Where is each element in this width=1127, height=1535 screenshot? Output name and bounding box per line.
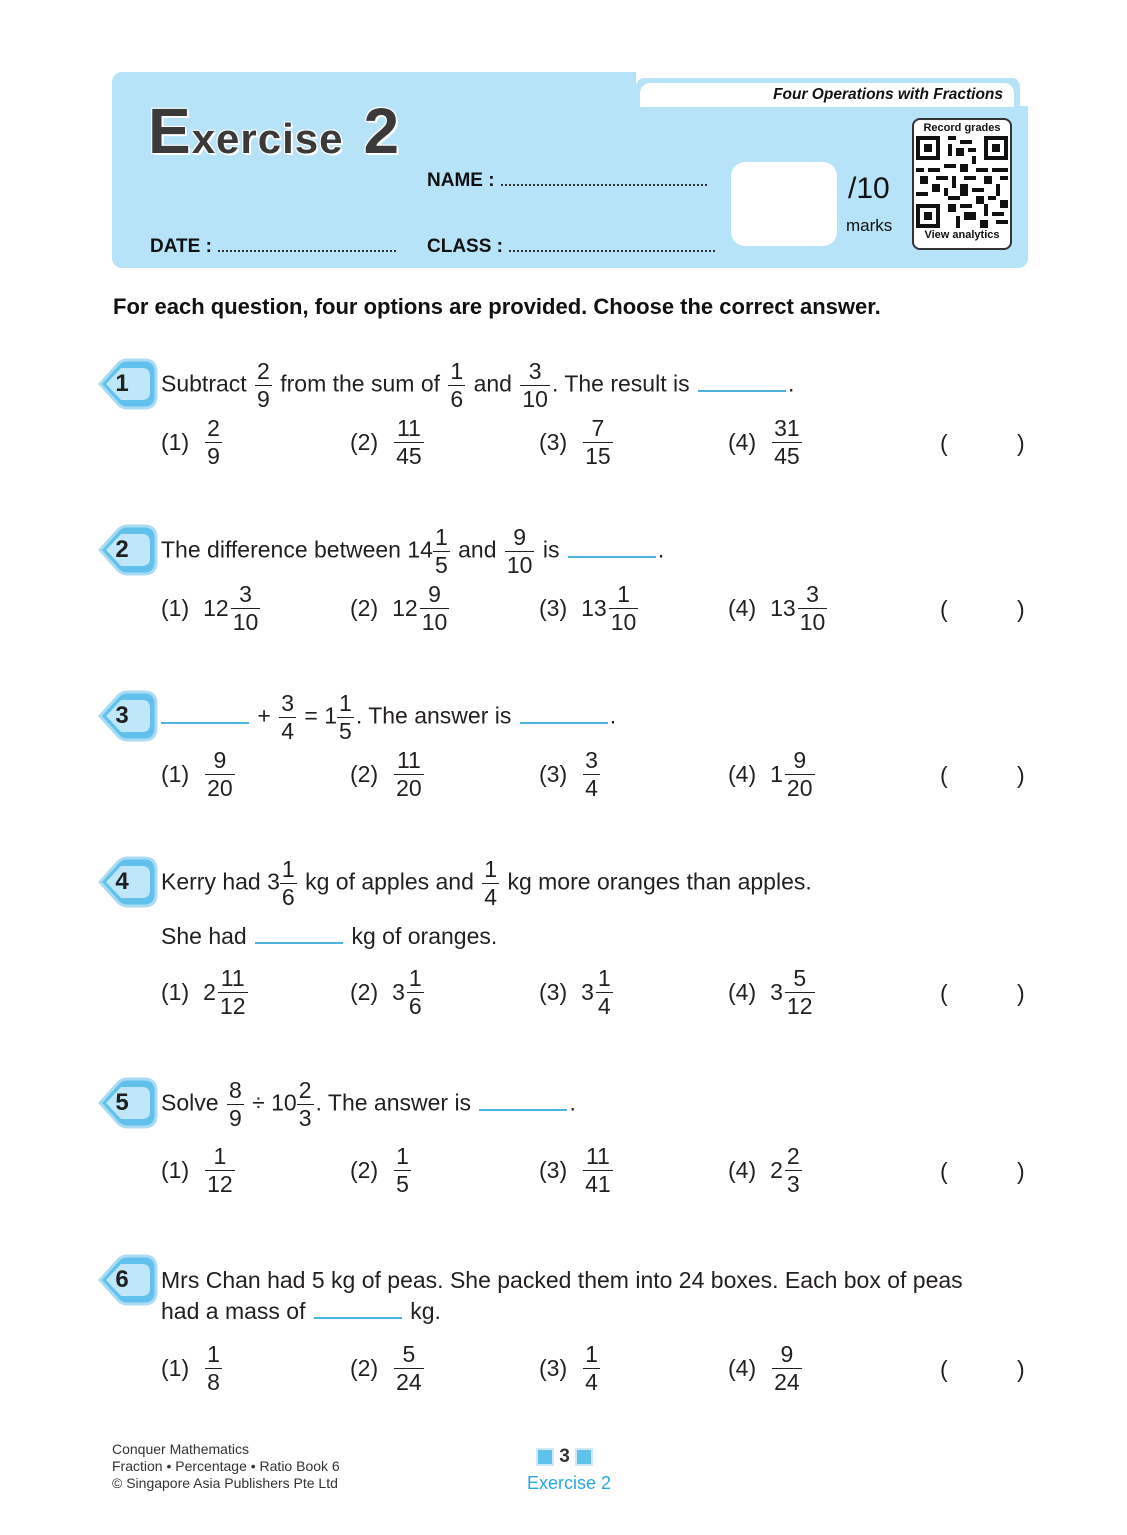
option-fraction [394, 749, 424, 800]
numerator: 9 [793, 747, 807, 773]
q2-text-c: is [542, 536, 560, 563]
question-3-text [161, 692, 616, 743]
q3-text-c: . The answer is [355, 702, 512, 729]
question-1-text [161, 360, 794, 411]
denominator: 6 [281, 884, 295, 910]
numerator: 9 [780, 1341, 794, 1367]
q2-text-a: The difference between 14 [161, 536, 433, 563]
footer-credits [112, 1441, 340, 1492]
denominator: 5 [434, 552, 448, 578]
denominator: 4 [281, 718, 295, 744]
option-label: (3) [539, 595, 568, 621]
option-fraction [218, 967, 248, 1018]
option-fraction [205, 749, 235, 800]
option-whole: 2 [203, 979, 216, 1005]
page-number [536, 1446, 593, 1468]
numerator: 1 [339, 690, 352, 716]
option-3[interactable] [539, 749, 602, 800]
class-line[interactable] [509, 236, 715, 252]
option-label: (3) [539, 761, 568, 787]
question-number: 3 [115, 702, 129, 729]
denominator: 12 [219, 993, 246, 1019]
q1-fraction-2 [448, 360, 465, 411]
denominator: 15 [585, 443, 611, 469]
q3-fraction-2 [337, 692, 354, 743]
option-whole: 13 [581, 595, 607, 621]
option-label: (4) [728, 1355, 757, 1381]
option-2[interactable] [350, 749, 426, 800]
option-label: (2) [350, 1157, 379, 1183]
option-label: (1) [161, 1157, 190, 1183]
option-4[interactable] [728, 1145, 804, 1196]
numerator: 1 [434, 524, 448, 550]
option-3[interactable] [539, 1343, 602, 1394]
answer-blank[interactable] [314, 1299, 402, 1319]
option-fraction [609, 583, 639, 634]
q1-fraction-3 [520, 360, 550, 411]
option-fraction [205, 417, 222, 468]
option-label: (4) [728, 429, 757, 455]
answer-paren-close: ) [1017, 980, 1025, 1006]
denominator: 5 [396, 1171, 409, 1197]
option-label: (2) [350, 595, 379, 621]
date-field[interactable] [150, 236, 396, 258]
option-2[interactable] [350, 583, 451, 634]
option-fraction [798, 583, 828, 634]
option-3[interactable] [539, 967, 615, 1018]
denominator: 10 [522, 386, 548, 412]
option-fraction [772, 1343, 802, 1394]
question-number: 6 [115, 1266, 129, 1293]
numerator: 1 [213, 1143, 227, 1169]
page-square-left-icon [536, 1448, 554, 1466]
option-fraction [772, 417, 802, 468]
numerator: 1 [450, 358, 464, 384]
denominator: 20 [396, 775, 422, 801]
denominator: 10 [506, 552, 533, 578]
q1-text-c: and [473, 370, 512, 397]
numerator: 11 [585, 1143, 610, 1169]
numerator: 1 [281, 856, 295, 882]
denominator: 4 [484, 884, 498, 910]
question-number: 5 [115, 1089, 129, 1116]
option-2[interactable] [350, 1145, 413, 1196]
option-3[interactable] [539, 417, 615, 468]
option-fraction [583, 1145, 613, 1196]
answer-blank[interactable] [520, 704, 608, 724]
option-whole: 3 [392, 979, 405, 1005]
numerator: 5 [793, 965, 807, 991]
denominator: 3 [786, 1171, 800, 1197]
numerator: 11 [220, 965, 245, 991]
option-whole: 2 [770, 1157, 783, 1183]
numerator: 3 [281, 690, 295, 716]
denominator: 4 [597, 993, 611, 1019]
score-total: /10 [848, 172, 890, 205]
q2-fraction-2 [505, 526, 535, 577]
answer-paren-close: ) [1017, 1356, 1025, 1382]
answer-paren-open: ( [940, 762, 948, 788]
answer-blank[interactable] [255, 924, 343, 944]
option-3[interactable] [539, 1145, 615, 1196]
answer-box[interactable] [950, 978, 1014, 1010]
q6-text-c: kg. [410, 1298, 441, 1324]
numerator: 1 [585, 1341, 598, 1367]
option-whole: 12 [203, 595, 229, 621]
q4-text-c: kg more oranges than apples. [507, 868, 812, 895]
option-whole: 13 [770, 595, 796, 621]
option-fraction [394, 1145, 411, 1196]
option-label: (4) [728, 761, 757, 787]
option-label: (2) [350, 1355, 379, 1381]
answer-blank[interactable] [698, 372, 786, 392]
numerator: 2 [786, 1143, 800, 1169]
denominator: 10 [421, 609, 448, 635]
denominator: 45 [396, 443, 422, 469]
option-2[interactable] [350, 417, 426, 468]
score-box[interactable] [731, 162, 837, 246]
date-line[interactable] [218, 236, 396, 252]
option-3[interactable] [539, 583, 640, 634]
denominator: 24 [396, 1369, 422, 1395]
q4-fraction-2 [482, 858, 499, 909]
option-fraction [420, 583, 450, 634]
option-fraction [394, 417, 424, 468]
q5-text-c: . The answer is [315, 1089, 472, 1116]
option-label: (3) [539, 1355, 568, 1381]
answer-paren-open: ( [940, 596, 948, 622]
page-square-right-icon [575, 1448, 593, 1466]
numerator: 11 [396, 747, 421, 773]
option-whole: 3 [581, 979, 594, 1005]
answer-box[interactable] [950, 428, 1014, 460]
option-fraction [583, 1343, 600, 1394]
option-4[interactable] [728, 583, 829, 634]
denominator: 10 [610, 609, 637, 635]
answer-paren-close: ) [1017, 1158, 1025, 1184]
q4-text-d: She had [161, 923, 247, 949]
numerator: 11 [396, 415, 421, 441]
q1-text-b: from the sum of [280, 370, 441, 397]
option-fraction [785, 967, 815, 1018]
option-fraction [394, 1343, 424, 1394]
footer-series: Conquer Mathematics [112, 1441, 249, 1457]
option-fraction [231, 583, 261, 634]
q3-fraction-1 [279, 692, 296, 743]
denominator: 4 [585, 1369, 598, 1395]
answer-box[interactable] [950, 760, 1014, 792]
name-label: NAME : [427, 170, 495, 191]
name-field[interactable] [427, 170, 707, 192]
question-2-text [161, 526, 664, 577]
option-1[interactable] [161, 583, 262, 634]
exercise-title [148, 94, 400, 168]
numerator: 9 [513, 524, 527, 550]
denominator: 5 [339, 718, 352, 744]
option-label: (1) [161, 761, 190, 787]
denominator: 9 [257, 386, 270, 412]
option-4[interactable] [728, 967, 817, 1018]
option-1[interactable] [161, 1145, 237, 1196]
name-line[interactable] [501, 170, 707, 186]
q4-text-a: Kerry had 3 [161, 868, 280, 895]
question-number: 4 [115, 868, 129, 895]
option-label: (1) [161, 979, 190, 1005]
option-fraction [205, 1145, 235, 1196]
answer-paren-open: ( [940, 980, 948, 1006]
option-label: (2) [350, 761, 379, 787]
class-label: CLASS : [427, 236, 503, 257]
denominator: 20 [786, 775, 813, 801]
question-4-text-line2 [161, 923, 497, 950]
qr-bottom-label: View analytics [924, 229, 1000, 241]
option-2[interactable] [350, 1343, 426, 1394]
numerator: 3 [239, 581, 252, 607]
denominator: 10 [799, 609, 826, 635]
numerator: 8 [228, 1077, 242, 1103]
q1-fraction-1 [255, 360, 272, 411]
numerator: 1 [484, 856, 498, 882]
option-label: (3) [539, 1157, 568, 1183]
q4-text-e: kg of oranges. [351, 923, 498, 949]
q5-fraction-2 [297, 1079, 314, 1130]
option-label: (1) [161, 1355, 190, 1381]
option-label: (4) [728, 595, 757, 621]
date-label: DATE : [150, 236, 212, 257]
denominator: 4 [585, 775, 598, 801]
exercise-title-cap: E [148, 95, 192, 167]
q3-text-d: . [609, 702, 617, 729]
footer-copyright: © Singapore Asia Publishers Pte Ltd [112, 1475, 338, 1491]
q2-fraction-1 [433, 526, 450, 577]
qr-code-icon[interactable] [916, 136, 1008, 228]
answer-blank[interactable] [161, 704, 249, 724]
q2-text-d: . [657, 536, 665, 563]
numerator: 1 [408, 965, 422, 991]
question-number: 1 [115, 370, 129, 397]
numerator: 1 [597, 965, 611, 991]
score-unit: marks [846, 216, 893, 235]
denominator: 6 [450, 386, 464, 412]
numerator: 2 [257, 358, 270, 384]
denominator: 12 [207, 1171, 233, 1197]
option-1[interactable] [161, 417, 224, 468]
answer-paren-open: ( [940, 430, 948, 456]
q4-text-b: kg of apples and [305, 868, 474, 895]
numerator: 9 [428, 581, 441, 607]
option-label: (1) [161, 429, 190, 455]
numerator: 3 [528, 358, 542, 384]
q5-text-b: ÷ 10 [252, 1089, 297, 1116]
exercise-title-rest: xercise [191, 115, 344, 162]
q1-text-d: . The result is [551, 370, 690, 397]
option-whole: 12 [392, 595, 418, 621]
denominator: 6 [408, 993, 422, 1019]
option-4[interactable] [728, 1343, 804, 1394]
q5-fraction-1 [227, 1079, 244, 1130]
footer-exercise-label: Exercise 2 [527, 1473, 612, 1493]
option-2[interactable] [350, 967, 426, 1018]
option-4[interactable] [728, 749, 817, 800]
option-label: (4) [728, 979, 757, 1005]
option-fraction [583, 417, 613, 468]
option-fraction [407, 967, 424, 1018]
option-label: (4) [728, 1157, 757, 1183]
answer-paren-open: ( [940, 1356, 948, 1382]
answer-box[interactable] [950, 1354, 1014, 1386]
numerator: 1 [207, 1341, 220, 1367]
option-fraction [205, 1343, 222, 1394]
option-fraction [596, 967, 613, 1018]
option-whole: 1 [770, 761, 783, 787]
q1-text-e: . [787, 370, 795, 397]
q2-text-b: and [458, 536, 497, 563]
q4-fraction-1 [280, 858, 297, 909]
numerator: 2 [207, 415, 220, 441]
option-label: (3) [539, 429, 568, 455]
denominator: 9 [228, 1105, 242, 1131]
page-number-value: 3 [559, 1446, 570, 1467]
option-whole: 3 [770, 979, 783, 1005]
answer-blank[interactable] [479, 1091, 567, 1111]
footer-book: Fraction • Percentage • Ratio Book 6 [112, 1458, 340, 1474]
numerator: 3 [806, 581, 819, 607]
question-number: 2 [115, 536, 129, 563]
instruction-text: For each question, four options are provided. Choose the correct answer. [113, 294, 881, 319]
topic-title: Four Operations with Fractions [773, 86, 1003, 103]
numerator: 31 [774, 415, 800, 441]
question-5-text [161, 1079, 576, 1130]
option-fraction [583, 749, 600, 800]
answer-paren-open: ( [940, 1158, 948, 1184]
answer-box[interactable] [950, 594, 1014, 626]
option-fraction [785, 749, 815, 800]
q5-text-a: Solve [161, 1089, 219, 1116]
answer-paren-close: ) [1017, 596, 1025, 622]
q6-text-b: had a mass of [161, 1298, 306, 1324]
denominator: 24 [774, 1369, 800, 1395]
class-field[interactable] [427, 236, 715, 258]
numerator: 5 [402, 1341, 416, 1367]
option-label: (2) [350, 979, 379, 1005]
denominator: 20 [207, 775, 233, 801]
q1-text-a: Subtract [161, 370, 247, 397]
denominator: 10 [232, 609, 259, 635]
answer-paren-close: ) [1017, 430, 1025, 456]
denominator: 3 [298, 1105, 312, 1131]
option-fraction [785, 1145, 802, 1196]
option-label: (3) [539, 979, 568, 1005]
question-6-text: Mrs Chan had 5 kg of peas. She packed them into 24 boxes. Each box of peas [161, 1267, 963, 1293]
q3-text-b: = 1 [304, 702, 338, 729]
answer-blank[interactable] [568, 538, 656, 558]
q3-text-a: + [257, 702, 271, 729]
numerator: 1 [617, 581, 630, 607]
option-label: (2) [350, 429, 379, 455]
numerator: 2 [298, 1077, 312, 1103]
answer-paren-close: ) [1017, 762, 1025, 788]
numerator: 7 [591, 415, 605, 441]
denominator: 45 [774, 443, 800, 469]
denominator: 9 [207, 443, 220, 469]
option-4[interactable] [728, 417, 804, 468]
answer-box[interactable] [950, 1156, 1014, 1188]
question-4-text [161, 858, 812, 909]
denominator: 8 [207, 1369, 220, 1395]
qr-top-label: Record grades [923, 122, 1001, 134]
q5-text-d: . [569, 1089, 576, 1116]
numerator: 1 [396, 1143, 409, 1169]
denominator: 41 [585, 1171, 611, 1197]
option-1[interactable] [161, 1343, 224, 1394]
denominator: 12 [786, 993, 813, 1019]
option-label: (1) [161, 595, 190, 621]
question-6-text-line2 [161, 1298, 441, 1325]
numerator: 3 [585, 747, 598, 773]
option-1[interactable] [161, 967, 250, 1018]
option-1[interactable] [161, 749, 237, 800]
numerator: 9 [213, 747, 227, 773]
exercise-number: 2 [363, 95, 401, 167]
